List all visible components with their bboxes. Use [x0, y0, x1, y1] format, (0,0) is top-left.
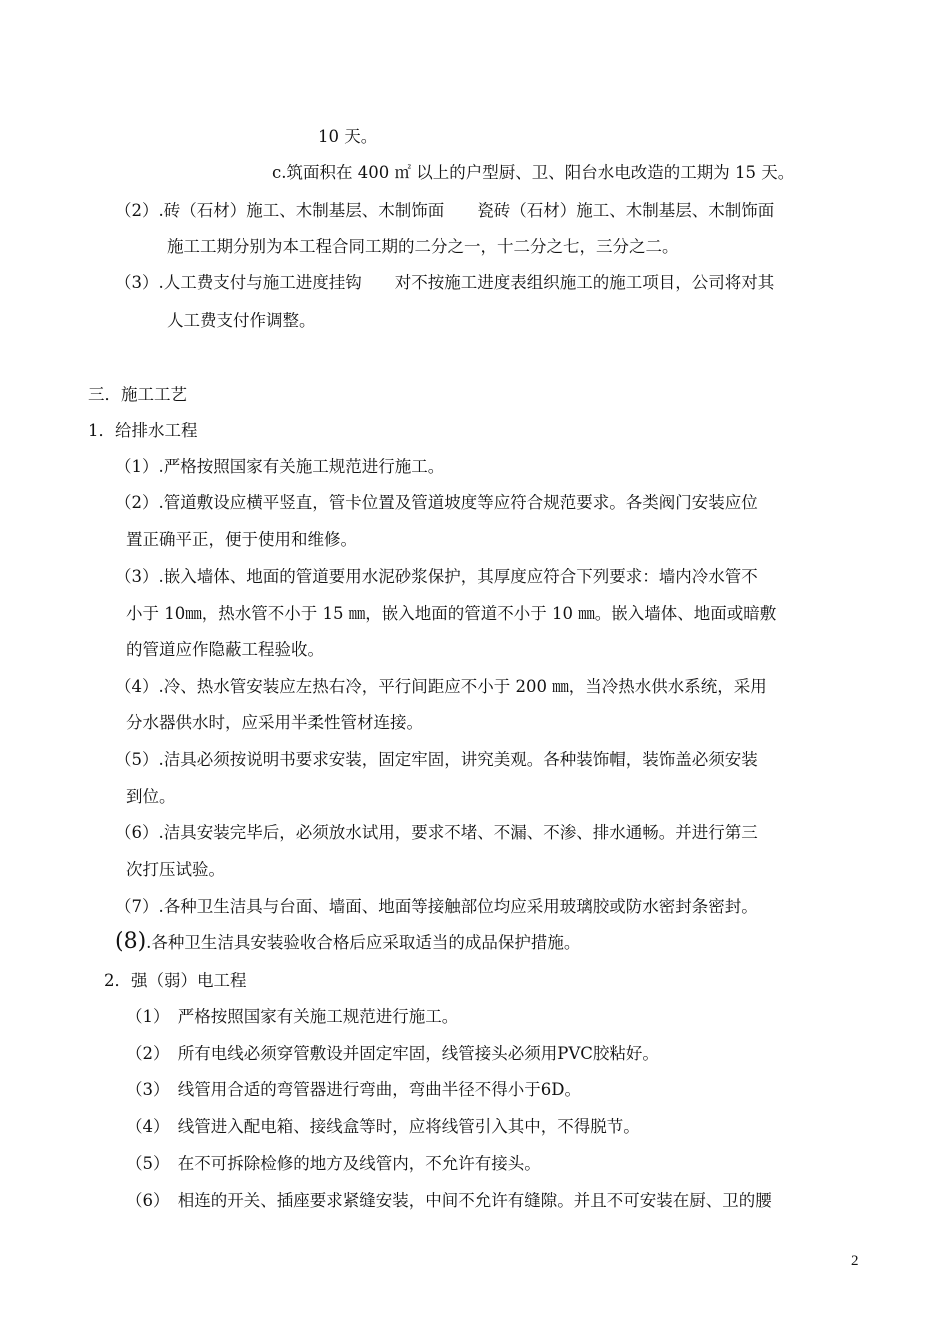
- text-line: 小于 10㎜，热水管不小于 15 ㎜，嵌入地面的管道不小于 10 ㎜。嵌入墙体、地面或暗敷: [126, 604, 777, 623]
- text-line: （6）.洁具安装完毕后，必须放水试用，要求不堵、不漏、不渗、排水通畅。并进行第三: [115, 823, 758, 842]
- text-line: c.筑面积在 400 ㎡ 以上的户型厨、卫、阳台水电改造的工期为 15 天。: [272, 163, 795, 182]
- text-line: （1）.严格按照国家有关施工规范进行施工。: [115, 457, 445, 476]
- subsection-heading: 2．强（弱）电工程: [104, 971, 247, 990]
- text-line: （4） 线管进入配电箱、接线盒等时，应将线管引入其中，不得脱节。: [126, 1117, 640, 1136]
- text-line: （6） 相连的开关、插座要求紧缝安装，中间不允许有缝隙。并且不可安装在厨、卫的腰: [126, 1191, 772, 1210]
- text-line: 人工费支付作调整。: [167, 311, 316, 330]
- text-line: （7）.各种卫生洁具与台面、墙面、地面等接触部位均应采用玻璃胶或防水密封条密封。: [115, 897, 758, 916]
- subsection-heading: 1．给排水工程: [88, 421, 198, 440]
- text-line: （1） 严格按照国家有关施工规范进行施工。: [126, 1007, 459, 1026]
- text-line: 分水器供水时，应采用半柔性管材连接。: [126, 713, 423, 732]
- text-line: （2） 所有电线必须穿管敷设并固定牢固，线管接头必须用PVC胶粘好。: [126, 1044, 659, 1063]
- item-number: (8): [115, 929, 147, 954]
- text-line: （3）.嵌入墙体、地面的管道要用水泥砂浆保护，其厚度应符合下列要求：墙内冷水管不: [115, 567, 758, 586]
- text-line: [115, 931, 580, 954]
- text-line: （3） 线管用合适的弯管器进行弯曲，弯曲半径不得小于6D。: [126, 1080, 581, 1099]
- text-line: （3）.人工费支付与施工进度挂钩 对不按施工进度表组织施工的施工项目，公司将对其: [115, 273, 775, 292]
- text-line: 施工工期分别为本工程合同工期的二分之一，十二分之七，三分之二。: [167, 237, 679, 256]
- text-line: （2）.砖（石材）施工、木制基层、木制饰面 瓷砖（石材）施工、木制基层、木制饰面: [115, 201, 775, 220]
- text-line: 置正确平正，便于使用和维修。: [126, 530, 357, 549]
- text-line: 次打压试验。: [126, 860, 225, 879]
- section-heading: 三．施工工艺: [88, 385, 187, 404]
- text-line: 的管道应作隐蔽工程验收。: [126, 640, 324, 659]
- text-line: 10 天。: [318, 127, 378, 146]
- text-line: 到位。: [126, 787, 176, 806]
- page-number: 2: [851, 1253, 859, 1269]
- text-line: （4）.冷、热水管安装应左热右冷，平行间距应不小于 200 ㎜，当冷热水供水系统，采用: [115, 677, 767, 696]
- text-line: （5）.洁具必须按说明书要求安装，固定牢固，讲究美观。各种装饰帽，装饰盖必须安装: [115, 750, 758, 769]
- text-line: （2）.管道敷设应横平竖直，管卡位置及管道坡度等应符合规范要求。各类阀门安装应位: [115, 493, 758, 512]
- item-text: .各种卫生洁具安装验收合格后应采取适当的成品保护措施。: [146, 933, 581, 952]
- text-line: （5） 在不可拆除检修的地方及线管内，不允许有接头。: [126, 1154, 541, 1173]
